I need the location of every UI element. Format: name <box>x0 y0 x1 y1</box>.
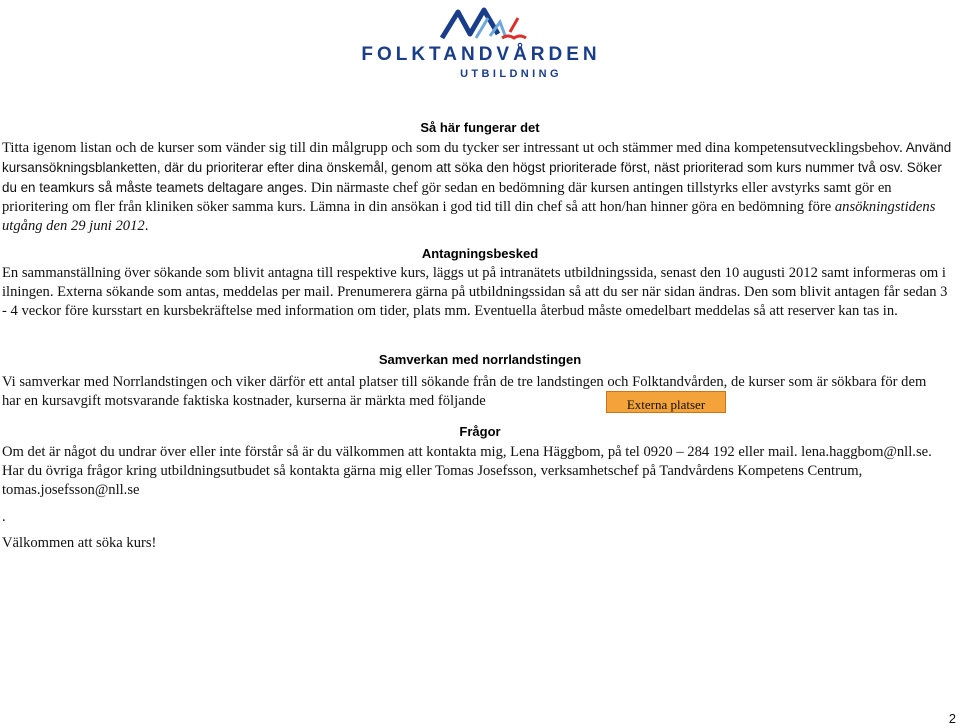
logo-name: FOLKTANDVÅRDEN <box>361 44 601 65</box>
deadline-text: ansökningstidens utgång den 29 juni 2012 <box>2 199 936 234</box>
logo-subtitle: UTBILDNING <box>460 68 562 80</box>
intro-text-2: kompetensutvecklingsbehov. <box>733 140 903 156</box>
paragraph-cooperation: Vi samverkar med Norrlandstingen och viker därför ett antal platser till sökande från de tre landstingen och Folktandvården, de kurser som är sökbara för dem har en kursavgift motsvarande faktiska kostnader, kurserna är märkta med följande <box>2 374 927 409</box>
intro-text: Titta igenom listan och de kurser som vänder sig till din målgrupp och som du tycker ser intressant ut och stämmer med dina <box>2 140 731 156</box>
external-places-badge: Externa platser <box>606 391 726 413</box>
heading-how-it-works: Så här fungerar det <box>420 120 540 135</box>
paragraph-admission: En sammanställning över sökande som blivit antagna till respektive kurs, läggs ut på intranätets utbildningssida, senast den 10 augusti 2012 samt informeras om i ilningen. Externa sökande som antas, meddelas per mail. Prenumerera gärna på utbildningssidan så att du ser när sidan ändras. Den som blivit antagen får sedan 3 - 4 veckor före kursstart en kursbekräftelse med information om tider, plats mm. Eventuella återbud måste omedelbart meddelas så att reserver kan tas in. <box>2 265 948 319</box>
period: . <box>144 218 149 234</box>
paragraph-how-it-works <box>2 138 952 236</box>
paragraph-questions: Om det är något du undrar över eller inte förstår så är du välkommen att kontakta mig, Lena Häggbom, på tel 0920 – 284 192 eller mail. lena.haggbom@nll.se. Har du övriga frågor kring utbildningsutbudet så kontakta gärna mig eller Tomas Josefsson, verksamhetschef på Tandvårdens Kompetens Centrum, tomas.josefsson@nll.se <box>2 444 932 498</box>
closing-text: Välkommen att söka kurs! <box>2 535 157 551</box>
page-number: 2 <box>948 711 956 726</box>
heading-admission: Antagningsbesked <box>421 246 539 261</box>
nll-logo-icon <box>436 4 528 44</box>
heading-cooperation: Samverkan med norrlandstingen <box>378 352 582 367</box>
manager-text: Din närmaste chef gör sedan en bedömning där kursen antingen tillstyrks eller avstyrks samt gör en prioritering om fler från kliniken söker samma kurs. Lämna in din ansökan i god tid till din chef så att hon/han hinner göra en bedömning före <box>2 180 892 215</box>
dot: . <box>2 509 6 525</box>
logo <box>356 4 606 80</box>
heading-questions: Frågor <box>459 424 501 439</box>
instructions-text: Använd kursansökningsblanketten, där du prioriterar efter dina önskemål, genom att söka den högst prioriterade först, näst prioriterad som kurs nummer två osv. Söker du en teamkurs så måste teamets deltagare anges. <box>2 140 952 195</box>
